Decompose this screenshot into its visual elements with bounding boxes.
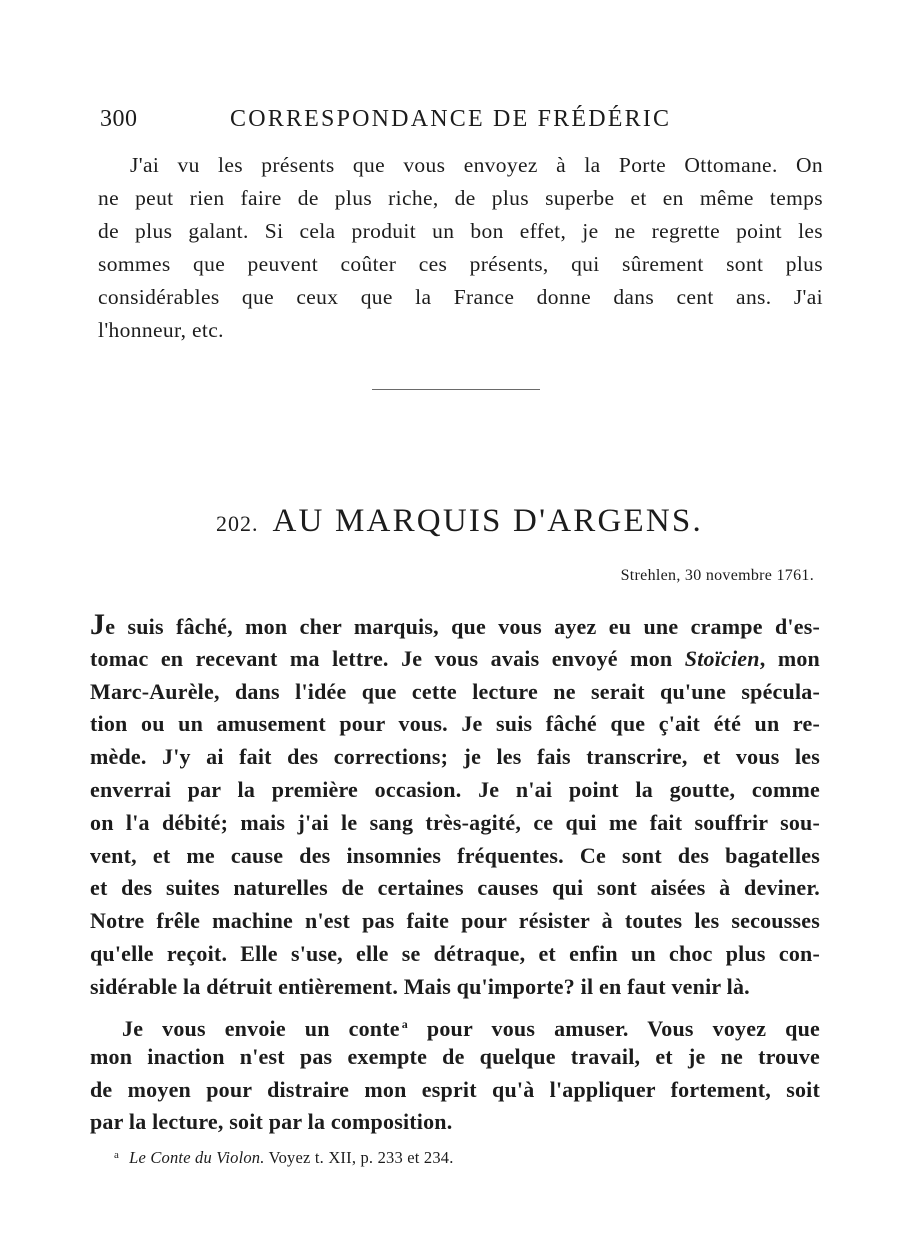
text-line: Marc-Aurèle, dans l'idée que cette lecture ne serait qu'une spécula- <box>90 678 820 704</box>
italic-title: Stoïcien <box>684 645 760 671</box>
text-line: qu'elle reçoit. Elle s'use, elle se détraque, et enfin un choc plus con- <box>90 940 820 966</box>
running-head <box>100 106 800 140</box>
footnote <box>114 1148 454 1168</box>
text-line <box>90 1008 820 1041</box>
text-line: sidérable la détruit entièrement. Mais qu'importe? il en faut venir là. <box>90 973 750 999</box>
text-fragment: tomac en recevant ma lettre. Je vous avais envoyé mon <box>90 645 685 671</box>
text-line: enverrai par la première occasion. Je n'ai point la goutte, comme <box>90 776 820 802</box>
text-fragment: pour vous amuser. Vous voyez que <box>407 1016 820 1041</box>
text-line: Notre frêle machine n'est pas faite pour résister à toutes les secousses <box>90 908 820 934</box>
text-line: l'honneur, etc. <box>98 318 224 342</box>
text-line <box>90 643 820 676</box>
letter-body-paragraph <box>90 610 820 1004</box>
text-fragment: , mon <box>759 645 820 671</box>
text-line: de moyen pour distraire mon esprit qu'à l'appliquer fortement, soit <box>90 1076 820 1102</box>
text-line: vent, et me cause des insomnies fréquentes. Ce sont des bagatelles <box>90 842 820 868</box>
footnote-italic: Le Conte du Violon. <box>129 1148 265 1167</box>
text-fragment: e suis fâché, mon cher marquis, que vous ayez eu une crampe d'es- <box>105 614 820 639</box>
text-line: sommes que peuvent coûter ces présents, qui sûrement sont plus <box>98 252 823 276</box>
text-line: par la lecture, soit par la composition. <box>90 1109 453 1135</box>
text-line: tion ou un amusement pour vous. Je suis fâché que ç'ait été un re- <box>90 711 820 737</box>
text-line: de plus galant. Si cela produit un bon effet, je ne regrette point les <box>98 219 823 243</box>
letter-title: AU MARQUIS D'ARGENS. <box>272 503 703 539</box>
letter-body-paragraph <box>90 1008 820 1139</box>
running-title: CORRESPONDANCE DE FRÉDÉRIC <box>230 106 672 132</box>
text-line: et des suites naturelles de certaines causes qui sont aisées à deviner. <box>90 875 820 901</box>
footnote-mark: a <box>114 1149 120 1161</box>
footnote-text: Voyez t. XII, p. 233 et 234. <box>264 1148 454 1167</box>
footnote-reference: a <box>401 1017 408 1031</box>
text-line: mon inaction n'est pas exempte de quelque travail, et je ne trouve <box>90 1043 820 1069</box>
text-line: on l'a débité; mais j'ai le sang très-agité, ce qui me fait souffrir sou- <box>90 809 820 835</box>
page-number: 300 <box>100 106 138 132</box>
text-line <box>90 610 820 643</box>
drop-cap: J <box>90 608 106 641</box>
text-line: J'ai vu les présents que vous envoyez à la Porte Ottomane. On <box>130 153 823 177</box>
text-line: mède. J'y ai fait des corrections; je les fais transcrire, et vous les <box>90 744 820 770</box>
text-fragment: Je vous envoie un conte <box>122 1016 400 1041</box>
closing-paragraph <box>98 149 823 347</box>
text-line: considérables que ceux que la France donne dans cent ans. J'ai <box>98 285 823 309</box>
section-divider <box>372 389 540 390</box>
letter-number: 202. <box>216 511 259 536</box>
letter-heading <box>216 503 703 540</box>
dateline: Strehlen, 30 novembre 1761. <box>620 567 814 584</box>
text-line: ne peut rien faire de plus riche, de plus superbe et en même temps <box>98 186 823 210</box>
